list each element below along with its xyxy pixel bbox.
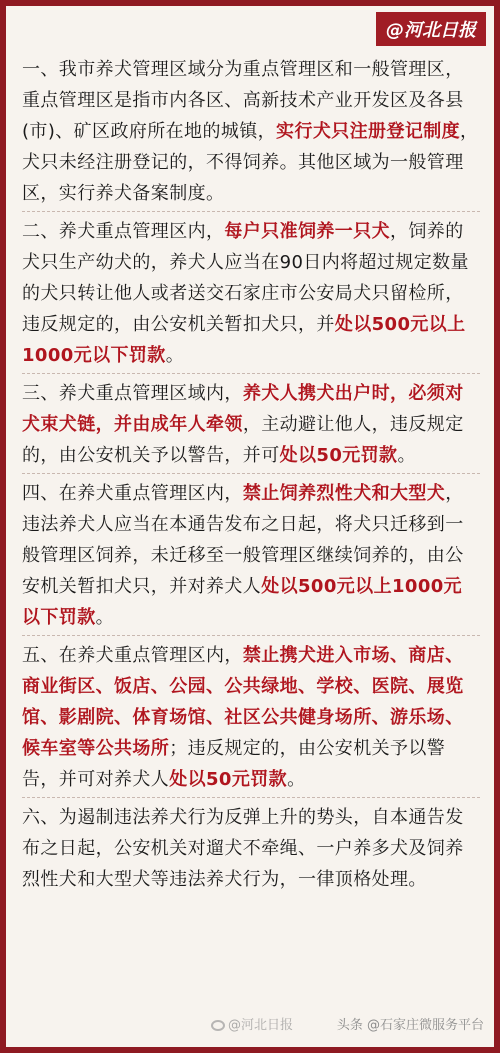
body-text-segment: ，违法养犬人应当在本通告发布之日起，将犬只迁移到一般管理区饲养，未迁移至一般管理区继续饲养的，由公安机关暂扣犬只，并对养犬人	[22, 483, 464, 597]
notice-paragraph	[22, 478, 480, 633]
highlight-text: 每户只准饲养一只犬	[224, 221, 391, 242]
footer	[6, 1007, 494, 1047]
watermark-right: 头条 @石家庄微服务平台	[336, 1018, 484, 1033]
highlight-text: 实行犬只注册登记制度	[276, 121, 461, 142]
body-text-segment: 二、养犬重点管理区内，	[22, 221, 225, 242]
notice-paragraph	[22, 378, 480, 471]
body-text-segment: 。	[165, 345, 185, 366]
body-text-segment: ，主动避让他人，违反规定的，由公安机关予以警告，并可	[22, 414, 464, 466]
notice-body	[22, 54, 480, 895]
weibo-icon	[211, 1020, 225, 1031]
body-text-segment: 一、我市养犬管理区域分为重点管理区和一般管理区，重点管理区是指市内各区、高新技术产业开发区及各县(市)、矿区政府所在地的城镇，	[22, 59, 464, 142]
section-divider	[22, 373, 480, 374]
highlight-text: 处以500元以上1000元以下罚款	[22, 314, 466, 366]
notice-paragraph	[22, 54, 480, 209]
brand-badge: @河北日报	[376, 12, 486, 46]
body-text-segment: 六、为遏制违法养犬行为反弹上升的势头，自本通告发布之日起，公安机关对遛犬不牵绳、一户养多犬及饲养烈性犬和大型犬等违法养犬行为，一律顶格处理。	[22, 807, 464, 890]
body-text-segment: ；违反规定的，由公安机关予以警告，并可对养犬人	[22, 738, 446, 790]
highlight-text: 禁止携犬进入市场、商店、商业街区、饭店、公园、公共绿地、学校、医院、展览馆、影剧院、体育场馆、社区公共健身场所、游乐场、候车室等公共场所	[22, 645, 464, 759]
highlight-text: 处以50元罚款	[279, 445, 398, 466]
body-text-segment: 五、在养犬重点管理区内，	[22, 645, 243, 666]
notice-paragraph	[22, 216, 480, 371]
body-text-segment: 。	[287, 769, 306, 790]
section-divider	[22, 635, 480, 636]
body-text-segment: ，饲养的犬只生产幼犬的，养犬人应当在90日内将超过规定数量的犬只转让他人或者送交石家庄市公安局犬只留检所，违反规定的，由公安机关暂扣犬只，并	[22, 221, 469, 335]
watermark-left	[211, 1014, 293, 1033]
section-divider	[22, 797, 480, 798]
body-text-segment: 四、在养犬重点管理区内，	[22, 483, 243, 504]
body-text-segment: 。	[397, 445, 416, 466]
highlight-text: 养犬人携犬出户时，必须对犬束犬链，并由成年人牵领	[22, 383, 464, 435]
body-text-segment: ，犬只未经注册登记的，不得饲养。其他区域为一般管理区，实行养犬备案制度。	[22, 121, 479, 204]
highlight-text: 禁止饲养烈性犬和大型犬	[242, 483, 446, 504]
highlight-text: 处以500元以上1000元以下罚款	[22, 576, 463, 628]
notice-paragraph	[22, 802, 480, 895]
watermark-left-text: @河北日报	[228, 1018, 294, 1033]
highlight-text: 处以50元罚款	[169, 769, 288, 790]
section-divider	[22, 473, 480, 474]
body-text-segment: 。	[95, 607, 115, 628]
body-text-segment: 三、养犬重点管理区域内，	[22, 383, 243, 404]
section-divider	[22, 211, 480, 212]
notice-paragraph	[22, 640, 480, 795]
